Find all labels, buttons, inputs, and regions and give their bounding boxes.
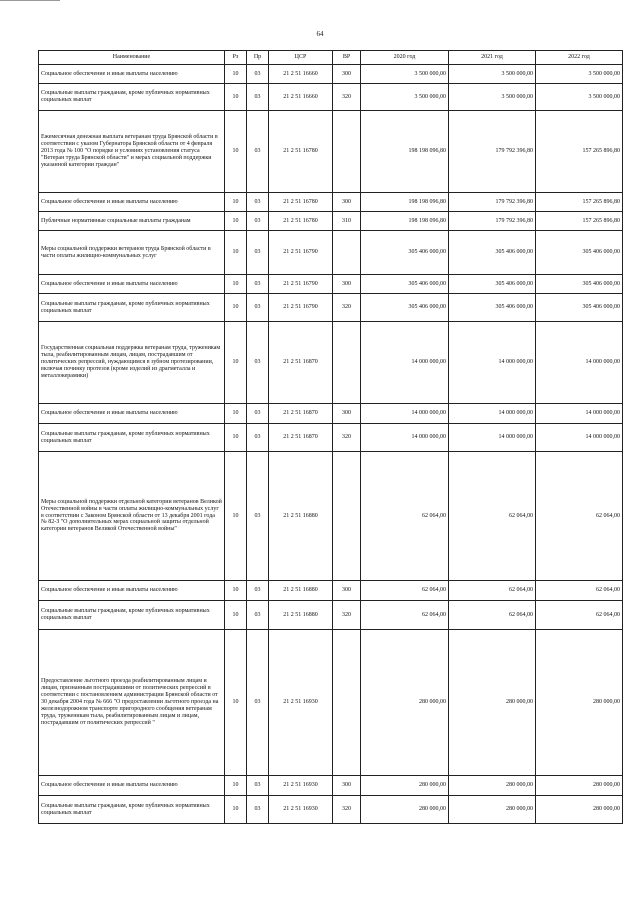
cell-y2021: 179 792 396,80: [449, 111, 536, 193]
cell-vr: 320: [333, 601, 361, 630]
cell-rz: 10: [225, 212, 247, 231]
header-row: [39, 51, 623, 65]
cell-csr: 21 2 51 16880: [269, 581, 333, 601]
cell-vr: 300: [333, 65, 361, 84]
table-row: [39, 424, 623, 452]
cell-rz: 10: [225, 84, 247, 111]
cell-vr: 310: [333, 212, 361, 231]
cell-csr: 21 2 51 16870: [269, 322, 333, 404]
cell-rz: 10: [225, 65, 247, 84]
table-row: [39, 630, 623, 776]
cell-y2022: 157 265 896,80: [536, 111, 623, 193]
table-row: [39, 65, 623, 84]
cell-vr: 320: [333, 424, 361, 452]
cell-pr: 03: [247, 424, 269, 452]
cell-y2021: 14 000 000,00: [449, 404, 536, 424]
cell-vr: [333, 231, 361, 275]
cell-rz: 10: [225, 776, 247, 796]
cell-vr: 300: [333, 404, 361, 424]
cell-rz: 10: [225, 275, 247, 294]
cell-pr: 03: [247, 581, 269, 601]
cell-csr: 21 2 51 16870: [269, 424, 333, 452]
cell-y2022: 14 000 000,00: [536, 404, 623, 424]
scan-edge-mark: [0, 0, 60, 3]
table-row: [39, 404, 623, 424]
cell-csr: 21 2 51 16780: [269, 193, 333, 212]
cell-y2021: 179 792 396,80: [449, 212, 536, 231]
cell-y2021: 280 000,00: [449, 796, 536, 824]
cell-y2021: 14 000 000,00: [449, 424, 536, 452]
cell-pr: 03: [247, 231, 269, 275]
page-number: 64: [316, 30, 324, 38]
cell-y2021: 62 064,00: [449, 601, 536, 630]
header-name: Наименование: [39, 51, 225, 65]
table-row: [39, 275, 623, 294]
cell-pr: 03: [247, 776, 269, 796]
cell-pr: 03: [247, 111, 269, 193]
header-rz: Рз: [225, 51, 247, 65]
cell-rz: 10: [225, 294, 247, 322]
header-2022: 2022 год: [536, 51, 623, 65]
cell-y2022: 3 500 000,00: [536, 84, 623, 111]
header-pr: Пр: [247, 51, 269, 65]
cell-csr: 21 2 51 16780: [269, 212, 333, 231]
cell-y2020: 14 000 000,00: [361, 322, 449, 404]
header-2021: 2021 год: [449, 51, 536, 65]
cell-y2022: 280 000,00: [536, 796, 623, 824]
header-2020: 2020 год: [361, 51, 449, 65]
cell-name: Предоставление льготного проезда реабилитированным лицам и лицам, признанным пострадавшими от политических репрессий в соответствии с постановлением администрации Брянской области от 30 декабря 2004 года № 666 "О предоставлении льготного проезда на железнодорожном транспорте пригородного сообщения ветеранам труда, труженикам тыла, реабилитированным лицам и лицам, пострадавшим от политических репрессий ": [39, 630, 225, 776]
cell-rz: 10: [225, 796, 247, 824]
cell-name: Государственная социальная поддержка ветеранам труда, труженикам тыла, реабилитированным лицам, лицам, пострадавшим от политических репрессий, нуждающимся в зубном протезировании, включая починку протезов (кроме изделий из драгметалла и металлокерамики): [39, 322, 225, 404]
cell-name: Социальные выплаты гражданам, кроме публичных нормативных социальных выплат: [39, 601, 225, 630]
cell-vr: [333, 322, 361, 404]
cell-name: Социальное обеспечение и иные выплаты населению: [39, 193, 225, 212]
cell-vr: 300: [333, 193, 361, 212]
cell-y2021: 62 064,00: [449, 581, 536, 601]
cell-y2021: 62 064,00: [449, 452, 536, 581]
cell-y2021: 305 406 000,00: [449, 275, 536, 294]
cell-pr: 03: [247, 404, 269, 424]
cell-y2021: 3 500 000,00: [449, 65, 536, 84]
cell-vr: [333, 452, 361, 581]
cell-vr: 300: [333, 275, 361, 294]
cell-pr: 03: [247, 796, 269, 824]
cell-name: Социальное обеспечение и иные выплаты населению: [39, 404, 225, 424]
header-vr: ВР: [333, 51, 361, 65]
cell-y2020: 198 198 096,80: [361, 212, 449, 231]
table-row: [39, 212, 623, 231]
cell-name: Ежемесячная денежная выплата ветеранам труда Брянской области в соответствии с указом Губернатора Брянской области от 4 февраля 2013 года № 100 "О порядке и условиях установления статуса "Ветеран труда Брянской области" и мерах социальной поддержки указанной категории граждан": [39, 111, 225, 193]
cell-csr: 21 2 51 16880: [269, 601, 333, 630]
table-row: [39, 322, 623, 404]
cell-y2021: 305 406 000,00: [449, 294, 536, 322]
cell-y2021: 280 000,00: [449, 776, 536, 796]
cell-y2020: 198 198 096,80: [361, 193, 449, 212]
cell-y2022: 62 064,00: [536, 581, 623, 601]
cell-y2022: 157 265 896,80: [536, 193, 623, 212]
header-csr: ЦСР: [269, 51, 333, 65]
cell-pr: 03: [247, 84, 269, 111]
cell-y2022: 14 000 000,00: [536, 322, 623, 404]
cell-pr: 03: [247, 601, 269, 630]
cell-y2020: 280 000,00: [361, 630, 449, 776]
cell-y2020: 305 406 000,00: [361, 275, 449, 294]
cell-y2021: 179 792 396,80: [449, 193, 536, 212]
cell-pr: 03: [247, 294, 269, 322]
cell-y2022: 14 000 000,00: [536, 424, 623, 452]
table-row: [39, 231, 623, 275]
cell-name: Меры социальной поддержки отдельной категории ветеранов Великой Отечественной войны в части оплаты жилищно-коммунальных услуг в соответствии с Законом Брянской области от 13 декабря 2001 года № 82-З "О дополнительных мерах социальной защиты отдельной категории ветеранов Великой Отечественной войны": [39, 452, 225, 581]
cell-y2022: 62 064,00: [536, 452, 623, 581]
cell-vr: 320: [333, 796, 361, 824]
cell-rz: 10: [225, 231, 247, 275]
cell-csr: 21 2 51 16930: [269, 630, 333, 776]
cell-y2020: 62 064,00: [361, 601, 449, 630]
cell-y2022: 305 406 000,00: [536, 231, 623, 275]
cell-name: Социальное обеспечение и иные выплаты населению: [39, 65, 225, 84]
cell-y2020: 3 500 000,00: [361, 65, 449, 84]
cell-name: Меры социальной поддержки ветеранов труда Брянской области в части оплаты жилищно-коммунальных услуг: [39, 231, 225, 275]
cell-name: Социальные выплаты гражданам, кроме публичных нормативных социальных выплат: [39, 84, 225, 111]
cell-rz: 10: [225, 404, 247, 424]
cell-pr: 03: [247, 275, 269, 294]
table-row: [39, 452, 623, 581]
cell-pr: 03: [247, 452, 269, 581]
cell-y2022: 280 000,00: [536, 630, 623, 776]
cell-name: Социальное обеспечение и иные выплаты населению: [39, 581, 225, 601]
cell-csr: 21 2 51 16930: [269, 776, 333, 796]
cell-csr: 21 2 51 16790: [269, 231, 333, 275]
cell-y2020: 3 500 000,00: [361, 84, 449, 111]
cell-y2020: 280 000,00: [361, 776, 449, 796]
cell-rz: 10: [225, 424, 247, 452]
cell-pr: 03: [247, 630, 269, 776]
cell-pr: 03: [247, 322, 269, 404]
cell-rz: 10: [225, 601, 247, 630]
cell-rz: 10: [225, 111, 247, 193]
cell-rz: 10: [225, 193, 247, 212]
table-row: [39, 84, 623, 111]
cell-rz: 10: [225, 322, 247, 404]
cell-y2022: 62 064,00: [536, 601, 623, 630]
cell-y2020: 62 064,00: [361, 581, 449, 601]
cell-csr: 21 2 51 16790: [269, 294, 333, 322]
cell-y2020: 305 406 000,00: [361, 294, 449, 322]
cell-pr: 03: [247, 193, 269, 212]
cell-csr: 21 2 51 16660: [269, 84, 333, 111]
cell-vr: [333, 111, 361, 193]
cell-name: Социальные выплаты гражданам, кроме публичных нормативных социальных выплат: [39, 796, 225, 824]
table-row: [39, 776, 623, 796]
cell-vr: 320: [333, 84, 361, 111]
cell-rz: 10: [225, 581, 247, 601]
cell-name: Социальное обеспечение и иные выплаты населению: [39, 776, 225, 796]
cell-y2021: 3 500 000,00: [449, 84, 536, 111]
cell-y2020: 198 198 096,80: [361, 111, 449, 193]
cell-y2020: 62 064,00: [361, 452, 449, 581]
budget-table: [38, 50, 623, 824]
cell-name: Социальное обеспечение и иные выплаты населению: [39, 275, 225, 294]
cell-y2022: 305 406 000,00: [536, 294, 623, 322]
cell-y2021: 14 000 000,00: [449, 322, 536, 404]
table-row: [39, 193, 623, 212]
cell-y2022: 3 500 000,00: [536, 65, 623, 84]
cell-csr: 21 2 51 16870: [269, 404, 333, 424]
cell-vr: 300: [333, 581, 361, 601]
cell-vr: 320: [333, 294, 361, 322]
cell-y2020: 280 000,00: [361, 796, 449, 824]
table-row: [39, 796, 623, 824]
table-row: [39, 294, 623, 322]
cell-y2022: 280 000,00: [536, 776, 623, 796]
cell-csr: 21 2 51 16660: [269, 65, 333, 84]
table-row: [39, 111, 623, 193]
cell-y2022: 305 406 000,00: [536, 275, 623, 294]
cell-y2021: 305 406 000,00: [449, 231, 536, 275]
cell-rz: 10: [225, 630, 247, 776]
cell-pr: 03: [247, 65, 269, 84]
cell-name: Публичные нормативные социальные выплаты гражданам: [39, 212, 225, 231]
cell-vr: [333, 630, 361, 776]
cell-rz: 10: [225, 452, 247, 581]
cell-y2020: 305 406 000,00: [361, 231, 449, 275]
table-row: [39, 601, 623, 630]
table-row: [39, 581, 623, 601]
cell-csr: 21 2 51 16930: [269, 796, 333, 824]
cell-vr: 300: [333, 776, 361, 796]
cell-y2021: 280 000,00: [449, 630, 536, 776]
cell-csr: 21 2 51 16790: [269, 275, 333, 294]
cell-csr: 21 2 51 16880: [269, 452, 333, 581]
cell-name: Социальные выплаты гражданам, кроме публичных нормативных социальных выплат: [39, 424, 225, 452]
cell-name: Социальные выплаты гражданам, кроме публичных нормативных социальных выплат: [39, 294, 225, 322]
cell-pr: 03: [247, 212, 269, 231]
cell-y2022: 157 265 896,80: [536, 212, 623, 231]
cell-y2020: 14 000 000,00: [361, 404, 449, 424]
cell-y2020: 14 000 000,00: [361, 424, 449, 452]
cell-csr: 21 2 51 16780: [269, 111, 333, 193]
